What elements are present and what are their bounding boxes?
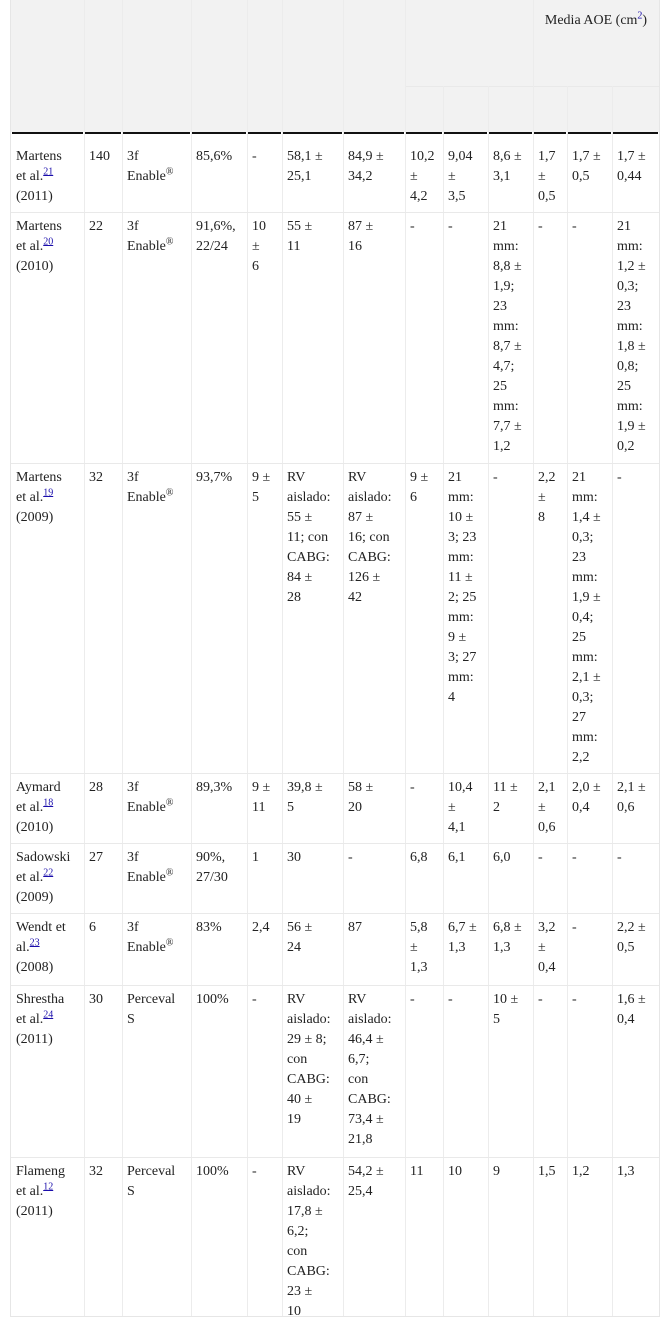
cell-a-3-6: 1,7 ± 0,5	[572, 149, 601, 184]
reference-link[interactable]: 20	[43, 236, 54, 248]
cell-author	[16, 918, 85, 978]
cell-g-alta: -	[410, 780, 415, 795]
registered-mark: ®	[165, 867, 174, 879]
cell-bcp: -	[348, 850, 353, 865]
cell-clamp: 30	[287, 850, 301, 865]
cell-a-alta: 1,7 ± 0,5	[538, 149, 556, 204]
cell-a-3-6: 1,2	[572, 1164, 590, 1179]
author-year: (2011)	[16, 1032, 53, 1047]
cell-valve-type	[127, 778, 190, 818]
author-year: (2011)	[16, 1204, 53, 1219]
cell-valve-type	[127, 848, 190, 888]
cell-valve-type	[127, 468, 190, 508]
column-divider	[122, 0, 123, 1316]
header-aoe-sup-link[interactable]: 2	[637, 10, 643, 22]
cell-ti: 10 ± 6	[252, 219, 266, 274]
reference-link[interactable]: 23	[29, 937, 40, 949]
cell-a-12-15: 1,7 ± 0,44	[617, 149, 646, 184]
registered-mark: ®	[165, 236, 174, 248]
author-name: Martens et al.	[16, 219, 62, 254]
cell-a-12-15: 1,3	[617, 1164, 635, 1179]
header-rule	[12, 132, 83, 134]
header-rule	[123, 132, 190, 134]
cell-valve-type	[127, 990, 190, 1030]
author-name: Martens et al.	[16, 470, 62, 505]
header-rule	[344, 132, 404, 134]
cell-a-12-15: 1,6 ± 0,4	[617, 992, 646, 1027]
cell-g-alta: 10,2 ± 4,2	[410, 149, 435, 204]
cell-a-alta: 1,5	[538, 1164, 556, 1179]
cell-bcp: 87	[348, 920, 362, 935]
cell-author	[16, 468, 85, 528]
cell-a-12-15: 2,2 ± 0,5	[617, 920, 646, 955]
cell-a-alta: 2,2 ± 8	[538, 470, 556, 525]
cell-a-alta: -	[538, 992, 543, 1007]
cell-clamp: 39,8 ± 5	[287, 780, 323, 815]
cell-clamp: 55 ± 11	[287, 219, 313, 254]
cell-bcp: RV aislado: 46,4 ± 6,7; con CABG: 73,4 ± 21,8	[348, 992, 392, 1147]
cell-a-12-15: -	[617, 470, 622, 485]
registered-mark: ®	[165, 937, 174, 949]
valve-name: 3f Enable	[127, 219, 166, 254]
cell-g-alta: 11	[410, 1164, 424, 1179]
cell-g-12-14: 21 mm: 8,8 ± 1,9; 23 mm: 8,7 ± 4,7; 25 mm: 7,7 ± 1,2	[493, 219, 522, 454]
header-rule	[568, 132, 611, 134]
author-year: (2011)	[16, 189, 53, 204]
cell-ti: 1	[252, 850, 259, 865]
author-year: (2009)	[16, 510, 54, 525]
cell-valve-type	[127, 1162, 190, 1202]
cell-n: 32	[89, 1164, 103, 1179]
cell-clamp: RV aislado: 29 ± 8; con CABG: 40 ± 19	[287, 992, 331, 1127]
cell-success: 100%	[196, 1164, 229, 1179]
cell-clamp: RV aislado: 17,8 ± 6,2; con CABG: 23 ± 10	[287, 1164, 331, 1319]
author-name: Wendt et al.	[16, 920, 66, 955]
cell-success: 91,6%, 22/24	[196, 219, 236, 254]
author-year: (2010)	[16, 259, 54, 274]
cell-author	[16, 217, 85, 277]
reference-link[interactable]: 19	[43, 487, 54, 499]
cell-ti: 9 ± 11	[252, 780, 271, 815]
cell-g-3-6: 10,4 ± 4,1	[448, 780, 473, 835]
author-year: (2008)	[16, 960, 54, 975]
row-divider	[11, 1157, 659, 1158]
valve-name: 3f Enable	[127, 920, 166, 955]
header-rule	[444, 132, 487, 134]
cell-g-12-14: 11 ± 2	[493, 780, 518, 815]
author-year: (2010)	[16, 820, 54, 835]
registered-mark: ®	[165, 797, 174, 809]
cell-g-3-6: -	[448, 992, 453, 1007]
row-divider	[11, 463, 659, 464]
author-year: (2009)	[16, 890, 54, 905]
cell-g-12-14: 10 ± 5	[493, 992, 519, 1027]
header-rule	[613, 132, 658, 134]
cell-g-12-14: 9	[493, 1164, 500, 1179]
cell-author	[16, 990, 85, 1050]
valve-name: 3f Enable	[127, 780, 166, 815]
cell-g-12-14: 6,0	[493, 850, 511, 865]
cell-a-3-6: -	[572, 920, 577, 935]
header-rule	[248, 132, 281, 134]
cell-success: 83%	[196, 920, 222, 935]
cell-bcp: 58 ± 20	[348, 780, 374, 815]
header-rule	[534, 132, 566, 134]
header-rule	[489, 132, 532, 134]
cell-a-12-15: -	[617, 850, 622, 865]
valve-name: 3f Enable	[127, 470, 166, 505]
cell-g-3-6: 21 mm: 10 ± 3; 23 mm: 11 ± 2; 25 mm: 9 ± 3; 27 mm: 4	[448, 470, 477, 705]
cell-g-12-14: 8,6 ± 3,1	[493, 149, 522, 184]
cell-a-alta: -	[538, 850, 543, 865]
author-name: Sadowski et al.	[16, 850, 71, 885]
author-name: Flameng et al.	[16, 1164, 65, 1199]
cell-bcp: 87 ± 16	[348, 219, 374, 254]
cell-success: 89,3%	[196, 780, 233, 795]
cell-g-3-6: -	[448, 219, 453, 234]
cell-n: 27	[89, 850, 103, 865]
reference-link[interactable]: 12	[43, 1181, 54, 1193]
cell-g-alta: 6,8	[410, 850, 428, 865]
cell-g-alta: -	[410, 992, 415, 1007]
column-divider	[567, 86, 568, 1316]
cell-n: 28	[89, 780, 103, 795]
cell-n: 30	[89, 992, 103, 1007]
valve-name: Perceval S	[127, 1164, 176, 1199]
cell-g-3-6: 10	[448, 1164, 462, 1179]
cell-n: 140	[89, 149, 110, 164]
cell-a-12-15: 2,1 ± 0,6	[617, 780, 646, 815]
column-divider	[282, 0, 283, 1316]
column-divider	[443, 86, 444, 1316]
cell-a-12-15: 21 mm: 1,2 ± 0,3; 23 mm: 1,8 ± 0,8; 25 mm: 1,9 ± 0,2	[617, 219, 646, 454]
cell-author	[16, 147, 85, 207]
cell-bcp: 84,9 ± 34,2	[348, 149, 384, 184]
header-rule	[85, 132, 121, 134]
header-aoe-suffix: )	[642, 13, 648, 28]
cell-ti: -	[252, 992, 257, 1007]
author-name: Aymard et al.	[16, 780, 61, 815]
cell-a-alta: -	[538, 219, 543, 234]
reference-link[interactable]: 22	[43, 867, 54, 879]
cell-success: 90%, 27/30	[196, 850, 228, 885]
row-divider	[11, 843, 659, 844]
cell-a-3-6: 21 mm: 1,4 ± 0,3; 23 mm: 1,9 ± 0,4; 25 mm: 2,1 ± 0,3; 27 mm: 2,2	[572, 470, 601, 765]
cell-a-alta: 3,2 ± 0,4	[538, 920, 556, 975]
column-divider	[191, 0, 192, 1316]
reference-link[interactable]: 18	[43, 797, 54, 809]
cell-a-3-6: 2,0 ± 0,4	[572, 780, 601, 815]
cell-author	[16, 848, 85, 908]
cell-n: 32	[89, 470, 103, 485]
cell-g-3-6: 9,04 ± 3,5	[448, 149, 473, 204]
cell-clamp: 58,1 ± 25,1	[287, 149, 323, 184]
cell-bcp: RV aislado: 87 ± 16; con CABG: 126 ± 42	[348, 470, 392, 605]
cell-clamp: RV aislado: 55 ± 11; con CABG: 84 ± 28	[287, 470, 331, 605]
valve-name: 3f Enable	[127, 149, 166, 184]
cell-ti: -	[252, 1164, 257, 1179]
cell-ti: -	[252, 149, 257, 164]
cell-g-12-14: 6,8 ± 1,3	[493, 920, 522, 955]
cell-a-3-6: -	[572, 992, 577, 1007]
cell-valve-type	[127, 147, 190, 187]
cell-g-12-14: -	[493, 470, 498, 485]
cell-g-3-6: 6,1	[448, 850, 466, 865]
cell-n: 22	[89, 219, 103, 234]
cell-ti: 2,4	[252, 920, 270, 935]
header-rule	[283, 132, 342, 134]
row-divider	[11, 773, 659, 774]
column-divider	[247, 0, 248, 1316]
cell-g-3-6: 6,7 ± 1,3	[448, 920, 477, 955]
row-divider	[11, 212, 659, 213]
cell-a-3-6: -	[572, 850, 577, 865]
valve-name: Perceval S	[127, 992, 176, 1027]
valve-name: 3f Enable	[127, 850, 166, 885]
row-divider	[11, 985, 659, 986]
cell-valve-type	[127, 918, 190, 958]
cell-g-alta: 5,8 ± 1,3	[410, 920, 428, 975]
cell-n: 6	[89, 920, 96, 935]
cell-a-3-6: -	[572, 219, 577, 234]
header-rule	[406, 132, 442, 134]
header-aoe-text: Media AOE (cm	[544, 13, 638, 28]
reference-link[interactable]: 21	[43, 166, 54, 178]
registered-mark: ®	[165, 487, 174, 499]
cell-a-alta: 2,1 ± 0,6	[538, 780, 556, 835]
cell-success: 93,7%	[196, 470, 233, 485]
cell-clamp: 56 ± 24	[287, 920, 313, 955]
data-table	[10, 0, 660, 1317]
author-name: Shrestha et al.	[16, 992, 65, 1027]
cell-author	[16, 778, 85, 838]
cell-success: 85,6%	[196, 149, 233, 164]
cell-bcp: 54,2 ± 25,4	[348, 1164, 384, 1199]
author-name: Martens et al.	[16, 149, 62, 184]
reference-link[interactable]: 24	[43, 1009, 54, 1021]
row-divider	[11, 913, 659, 914]
header-aoe-group	[533, 11, 659, 31]
cell-ti: 9 ± 5	[252, 470, 271, 505]
cell-g-alta: 9 ± 6	[410, 470, 429, 505]
cell-valve-type	[127, 217, 190, 257]
header-rule	[192, 132, 246, 134]
cell-g-alta: -	[410, 219, 415, 234]
registered-mark: ®	[165, 166, 174, 178]
cell-success: 100%	[196, 992, 229, 1007]
cell-author	[16, 1162, 85, 1222]
column-divider	[533, 0, 534, 1316]
